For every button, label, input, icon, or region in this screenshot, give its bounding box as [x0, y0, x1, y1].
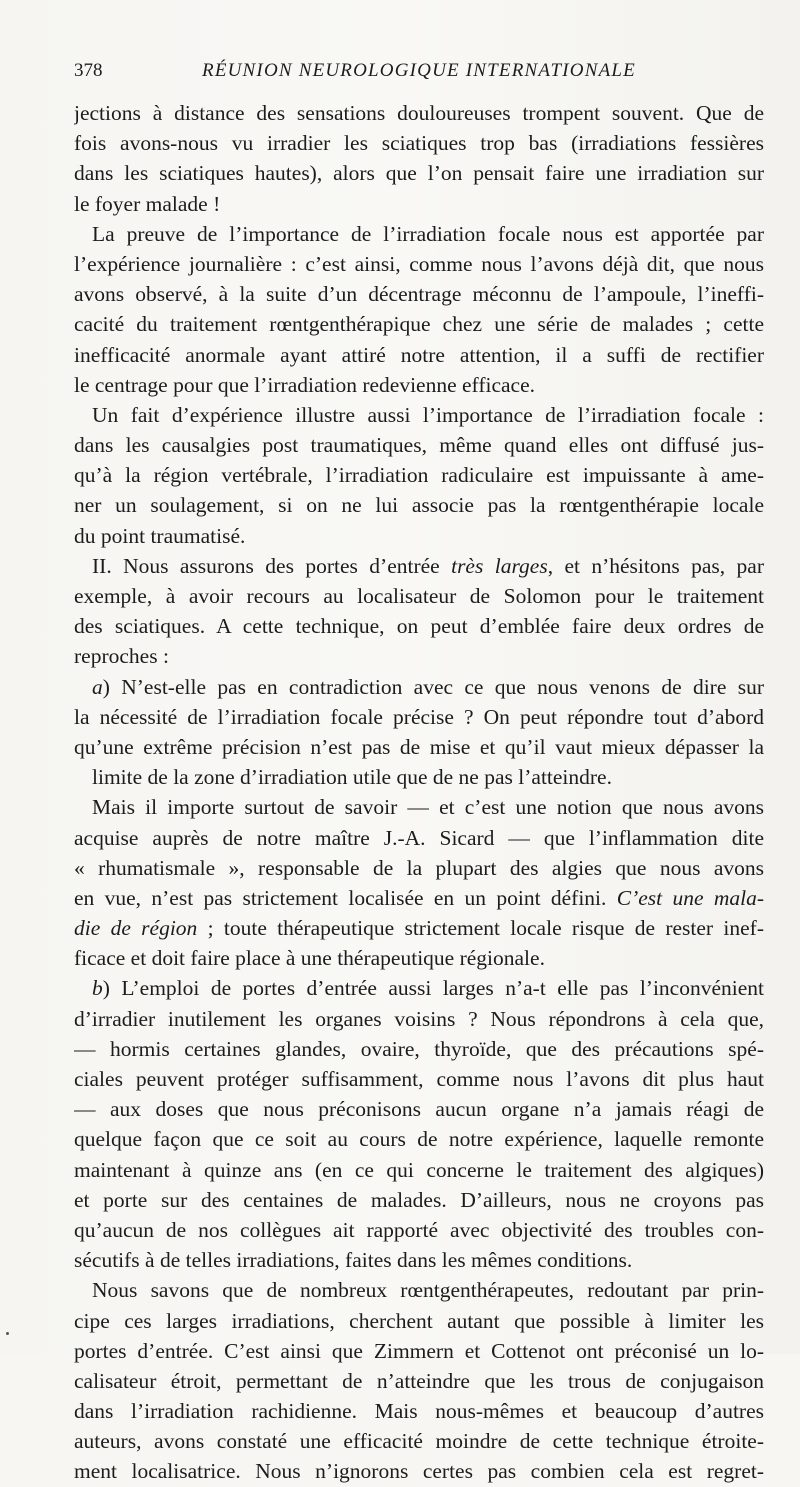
text-line: le foyer malade !: [74, 191, 221, 216]
text-line: ficace et doit faire place à une thérapeutique régionale.: [74, 946, 545, 971]
text-line: Nous savons que de nombreux rœntgenthérapeutes, redoutant par prin-: [92, 1278, 764, 1303]
text-line: qu’aucun de nos collègues ait rapporté avec objectivité des troubles con-: [74, 1217, 764, 1242]
text-line: maintenant à quinze ans (en ce qui concerne le traitement des algiques): [74, 1157, 764, 1182]
text-line: La preuve de l’importance de l’irradiation focale nous est apportée par: [92, 221, 764, 246]
text-line: limite de la zone d’irradiation utile que de ne pas l’atteindre.: [92, 765, 612, 790]
text-line: qu’à la région vertébrale, l’irradiation radiculaire est impuissante à ame-: [74, 463, 764, 488]
text-line: la nécessité de l’irradiation focale précise ? On peut répondre tout d’abord: [74, 704, 764, 729]
paper-speck: [6, 1332, 9, 1335]
text-line: dans les causalgies post traumatiques, même quand elles ont diffusé jus-: [74, 433, 764, 458]
text-line: cipe ces larges irradiations, cherchent autant que possible à limiter les: [74, 1308, 764, 1333]
text-line: avons observé, à la suite d’un décentrage méconnu de l’ampoule, l’ineffi-: [74, 282, 764, 307]
text-line: b) L’emploi de portes d’entrée aussi larges n’a-t elle pas l’inconvénient: [92, 976, 764, 1001]
text-line: reproches :: [74, 644, 169, 669]
text-line: calisateur étroit, permettant de n’atteindre que les trous de conjugaison: [74, 1368, 764, 1393]
text-line: a) N’est-elle pas en contradiction avec ce que nous venons de dire sur: [92, 674, 764, 699]
text-line: dans l’irradiation rachidienne. Mais nous-mêmes et beaucoup d’autres: [74, 1399, 764, 1424]
journal-title: RÉUNION NEUROLOGIQUE INTERNATIONALE: [202, 60, 636, 81]
text-line: du point traumatisé.: [74, 523, 246, 548]
text-line: d’irradier inutilement les organes voisins ? Nous répondrons à cela que,: [74, 1006, 764, 1031]
italic-text: die de région: [74, 916, 198, 941]
text-line: quelque façon que ce soit au cours de notre expérience, laquelle remonte: [74, 1127, 764, 1152]
text-line: acquise auprès de notre maître J.-A. Sicard — que l’inflammation dite: [74, 825, 764, 850]
italic-text: C’est une mala-: [616, 885, 764, 910]
text-line: die de région ; toute thérapeutique strictement locale risque de rester inef-: [74, 916, 764, 941]
text-line: dans les sciatiques hautes), alors que l’on pensait faire une irradiation sur: [74, 161, 764, 186]
text-line: le centrage pour que l’irradiation redevienne efficace.: [74, 372, 536, 397]
text-line: — aux doses que nous préconisons aucun organe n’a jamais réagi de: [74, 1097, 764, 1122]
italic-text: b: [92, 976, 103, 1001]
text-line: ciales peuvent protéger suffisamment, comme nous l’avons dit plus haut: [74, 1067, 764, 1091]
text-line: ment localisatrice. Nous n’ignorons certes pas combien cela est regret-: [74, 1459, 764, 1484]
italic-text: très larges: [451, 553, 548, 578]
text-line: auteurs, avons constaté une efficacité moindre de cette technique étroite-: [74, 1429, 764, 1454]
text-line: cacité du traitement rœntgenthérapique chez une série de malades ; cette: [74, 312, 764, 337]
text-line: — hormis certaines glandes, ovaire, thyroïde, que des précautions spé-: [74, 1036, 764, 1061]
text-line: ner un soulagement, si on ne lui associe pas la rœntgenthérapie locale: [74, 493, 764, 518]
text-line: fois avons-nous vu irradier les sciatiques trop bas (irradiations fessières: [74, 131, 764, 156]
body-text: [74, 98, 764, 1487]
page-number: 378: [74, 60, 103, 81]
text-line: portes d’entrée. C’est ainsi que Zimmern et Cottenot ont préconisé un lo-: [74, 1338, 764, 1363]
text-line: II. Nous assurons des portes d’entrée très larges, et n’hésitons pas, par: [92, 553, 764, 578]
text-line: sécutifs à de telles irradiations, faites dans les mêmes conditions.: [74, 1248, 633, 1273]
text-line: Mais il importe surtout de savoir — et c’est une notion que nous avons: [92, 795, 764, 820]
italic-text: a: [92, 674, 103, 699]
text-line: en vue, n’est pas strictement localisée en un point défini. C’est une mala-: [74, 885, 764, 910]
text-line: qu’une extrême précision n’est pas de mise et qu’il vaut mieux dépasser la: [74, 734, 764, 759]
running-head: [74, 60, 764, 90]
text-line: exemple, à avoir recours au localisateur de Solomon pour le traitement: [74, 584, 764, 608]
text-line: et porte sur des centaines de malades. D’ailleurs, nous ne croyons pas: [74, 1187, 764, 1212]
text-line: des sciatiques. A cette technique, on peut d’emblée faire deux ordres de: [74, 614, 764, 639]
text-line: l’expérience journalière : c’est ainsi, comme nous l’avons déjà dit, que nous: [74, 251, 764, 276]
text-line: « rhumatismale », responsable de la plupart des algies que nous avons: [74, 855, 764, 880]
text-line: inefficacité anormale ayant attiré notre attention, il a suffi de rectifier: [74, 342, 764, 367]
text-line: jections à distance des sensations douloureuses trompent souvent. Que de: [74, 101, 764, 125]
text-line: Un fait d’expérience illustre aussi l’importance de l’irradiation focale :: [92, 402, 764, 427]
